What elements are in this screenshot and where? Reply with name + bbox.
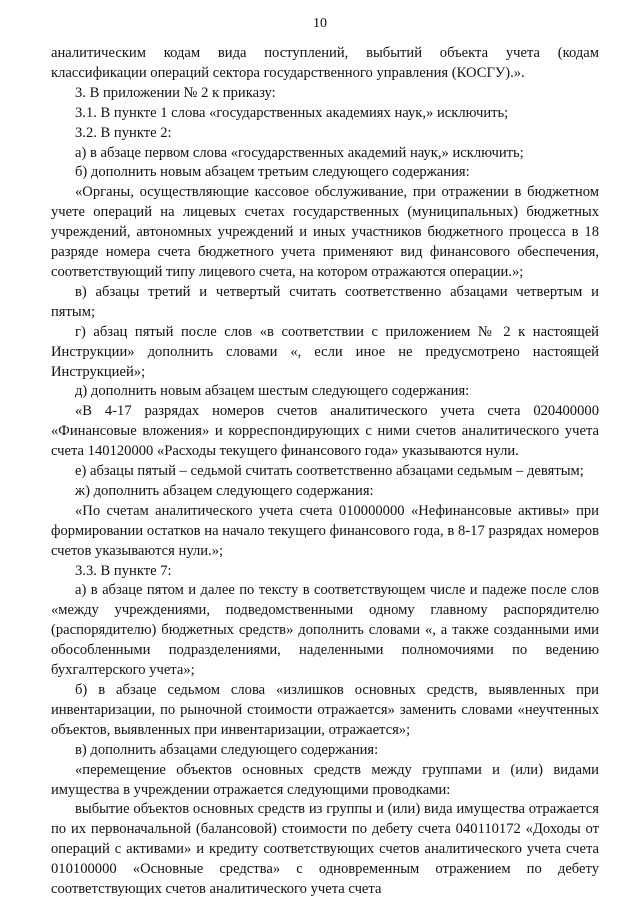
paragraph: а) в абзаце первом слова «государственных академий наук,» исключить; xyxy=(75,144,524,161)
paragraph: «В 4-17 разрядах номеров счетов аналитического учета счета 020400000 «Финансовые вложения» и корреспондирующих с ними счетов аналитического учета счета 140120000 «Расходы текущего финансового года» указываются нули. xyxy=(51,403,599,460)
paragraph: «перемещение объектов основных средств между группами и (или) видами имущества в учреждении отражается следующими проводками: xyxy=(51,761,599,798)
paragraph: выбытие объектов основных средств из группы и (или) вида имущества отражается по их первоначальной (балансовой) стоимости по дебету счета 040110172 «Доходы от операций с активами» и кредиту соответствующих счетов аналитического учета счета 010100000 «Основные средства» с одновременным отражением по дебету соответствующих счетов аналитического учета счета xyxy=(51,801,599,898)
paragraph: е) абзацы пятый – седьмой считать соответственно абзацами седьмым – девятым; xyxy=(75,463,584,480)
paragraph: 3. В приложении № 2 к приказу: xyxy=(75,84,276,101)
paragraph: б) в абзаце седьмом слова «излишков основных средств, выявленных при инвентаризации, по рыночной стоимости отражается» заменить словами «неучтенных объектов, выявленных при инвентаризации, отражается»; xyxy=(51,682,599,738)
paragraph: 3.2. В пункте 2: xyxy=(75,124,172,141)
paragraph: ж) дополнить абзацем следующего содержания: xyxy=(75,482,374,499)
document-body xyxy=(51,44,599,900)
paragraph: аналитическим кодам вида поступлений, выбытий объекта учета (кодам классификации операций сектора государственного управления (КОСГУ).». xyxy=(51,45,599,81)
paragraph: г) абзац пятый после слов «в соответствии с приложением № 2 к настоящей Инструкции» дополнить словами «, если иное не предусмотрено настоящей Инструкцией»; xyxy=(51,323,599,380)
paragraph: «По счетам аналитического учета счета 010000000 «Нефинансовые активы» при формировании остатков на начало текущего финансового года, в 8-17 разрядах номеров счетов указываются нули.»; xyxy=(51,502,599,559)
paragraph: в) дополнить абзацами следующего содержания: xyxy=(75,741,379,758)
paragraph: а) в абзаце пятом и далее по тексту в соответствующем числе и падеже после слов «между учреждениями, подведомственными одному главному распорядителю (распорядителю) бюджетных средств» дополнить словами «, а также созданными ими обособленными подразделениями, наделенными полномочиями по ведению бухгалтерского учета»; xyxy=(51,582,599,679)
paragraph: «Органы, осуществляющие кассовое обслуживание, при отражении в бюджетном учете операций на лицевых счетах государственных (муниципальных) бюджетных учреждений, автономных учреждений и иных участников бюджетного процесса в 18 разряде номера счета бюджетного учета применяют вид финансового обеспечения, соответствующий типу лицевого счета, на котором отражаются операции.»; xyxy=(51,184,599,280)
paragraph: 3.3. В пункте 7: xyxy=(75,562,172,579)
paragraph: д) дополнить новым абзацем шестым следующего содержания: xyxy=(75,383,470,400)
paragraph: в) абзацы третий и четвертый считать соответственно абзацами четвертым и пятым; xyxy=(51,283,599,320)
page-number: 10 xyxy=(313,16,327,31)
paragraph: б) дополнить новым абзацем третьим следующего содержания: xyxy=(75,164,470,181)
paragraph: 3.1. В пункте 1 слова «государственных академиях наук,» исключить; xyxy=(75,104,509,121)
